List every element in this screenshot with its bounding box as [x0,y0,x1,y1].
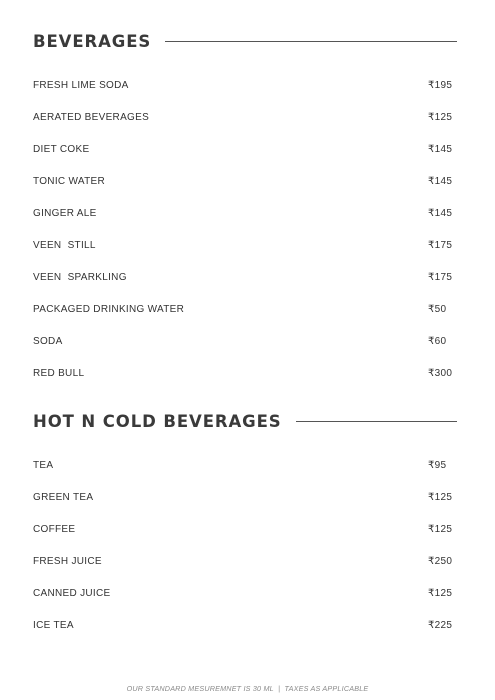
menu-item [33,513,457,545]
item-name: GINGER ALE [33,207,97,219]
item-price: ₹145 [428,175,453,187]
section-title: BEVERAGES [33,31,152,51]
menu-item [33,293,457,325]
menu-item [33,609,457,641]
section-divider [296,421,457,422]
item-price: ₹125 [428,587,453,599]
section-hot-n-cold-beverages [33,409,457,641]
item-name: CANNED JUICE [33,587,111,599]
menu-item [33,133,457,165]
menu-item [33,325,457,357]
item-price: ₹175 [428,271,453,283]
section-header [33,29,457,53]
item-price: ₹225 [428,619,453,631]
item-price: ₹50 [428,303,447,315]
section-beverages [33,29,457,389]
menu-item [33,545,457,577]
footer-note: OUR STANDARD MESUREMNET IS 30 ML | TAXES AS APPLICABLE [126,684,369,693]
item-price: ₹175 [428,239,453,251]
menu-item [33,261,457,293]
item-price: ₹300 [428,367,453,379]
menu-item [33,101,457,133]
item-name: SODA [33,335,63,347]
menu-list [33,69,457,389]
menu-item [33,229,457,261]
item-price: ₹145 [428,207,453,219]
menu-item [33,449,457,481]
menu-item [33,197,457,229]
item-price: ₹125 [428,491,453,503]
menu-item [33,165,457,197]
item-price: ₹250 [428,555,453,567]
item-name: DIET COKE [33,143,90,155]
menu-item [33,357,457,389]
item-name: FRESH LIME SODA [33,79,129,91]
section-title: HOT N COLD BEVERAGES [33,411,282,431]
item-name: VEEN STILL [33,239,96,251]
item-name: GREEN TEA [33,491,94,503]
item-name: TONIC WATER [33,175,106,187]
item-price: ₹195 [428,79,453,91]
item-price: ₹145 [428,143,453,155]
menu-item [33,481,457,513]
item-name: RED BULL [33,367,85,379]
item-price: ₹125 [428,111,453,123]
item-name: AERATED BEVERAGES [33,111,150,123]
item-price: ₹60 [428,335,447,347]
item-name: TEA [33,459,54,471]
menu-list [33,449,457,641]
menu-item [33,69,457,101]
item-price: ₹125 [428,523,453,535]
section-header [33,409,457,433]
item-name: FRESH JUICE [33,555,102,567]
item-name: COFFEE [33,523,76,535]
item-name: VEEN SPARKLING [33,271,127,283]
menu-item [33,577,457,609]
item-name: ICE TEA [33,619,74,631]
item-name: PACKAGED DRINKING WATER [33,303,185,315]
section-divider [165,41,457,42]
item-price: ₹95 [428,459,447,471]
